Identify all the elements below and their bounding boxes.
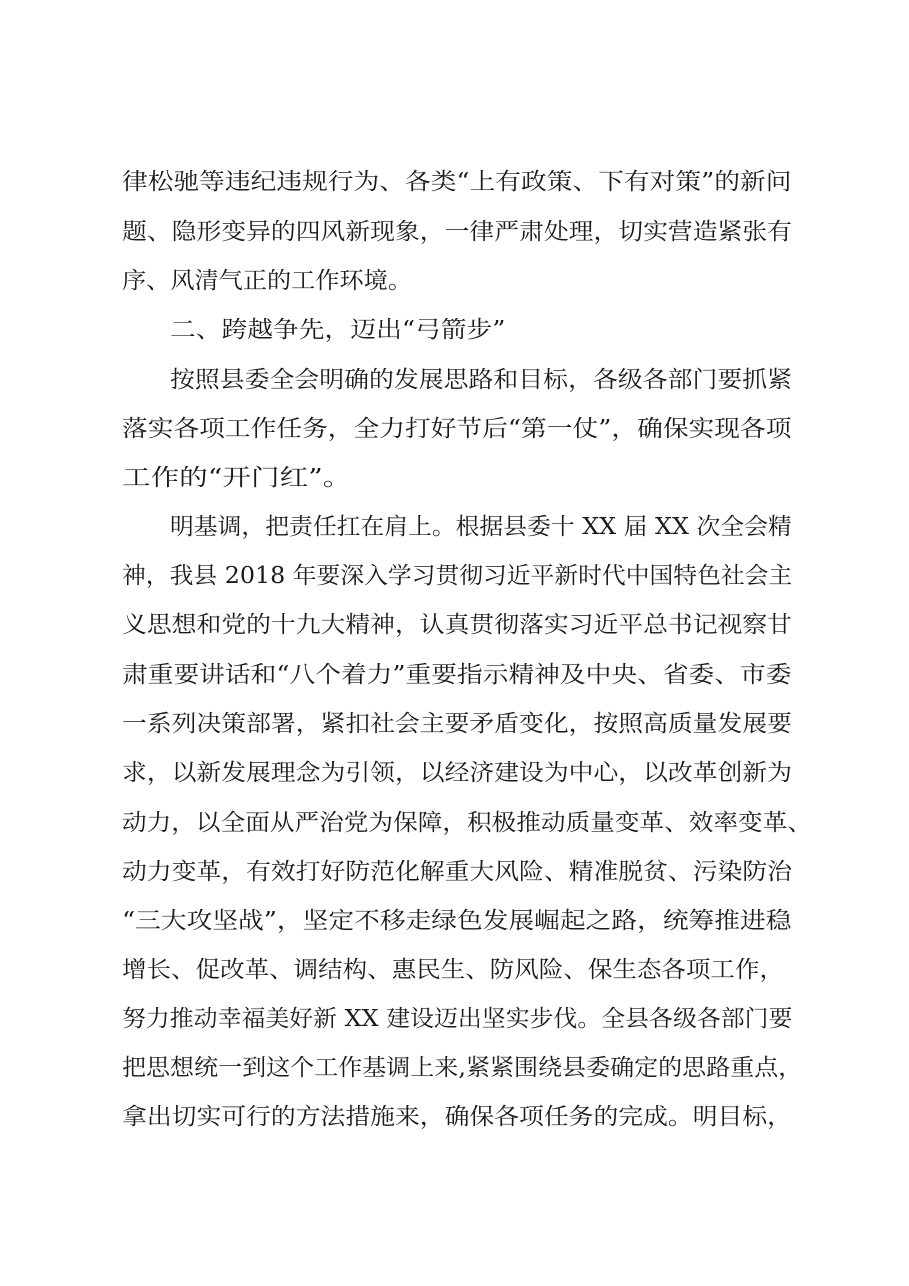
text-line-9: 神，我县 2018 年要深入学习贯彻习近平新时代中国特色社会主 bbox=[122, 563, 793, 589]
text-line-16: “三大攻坚战”，坚定不移走绿色发展崛起之路，统筹推进稳 bbox=[122, 908, 792, 934]
text-line-2: 题、隐形变异的四风新现象，一律严肃处理，切实营造紧张有 bbox=[122, 219, 792, 245]
text-line-11: 肃重要讲话和“八个着力”重要指示精神及中央、省委、市委 bbox=[122, 662, 792, 688]
text-line-18: 努力推动幸福美好新 XX 建设迈出坚实步伐。全县各级各部门要 bbox=[122, 1006, 793, 1032]
text-line-20: 拿出切实可行的方法措施来，确保各项任务的完成。明目标， bbox=[122, 1104, 792, 1130]
section-heading: 二、跨越争先，迈出“弓箭步” bbox=[170, 317, 506, 343]
text-line-13: 求，以新发展理念为引领，以经济建设为中心，以改革创新为 bbox=[122, 760, 792, 786]
text-line-14: 动力，以全面从严治党为保障，积极推动质量变革、效率变革、 bbox=[122, 810, 812, 836]
text-line-6: 落实各项工作任务，全力打好节后“第一仗”，确保实现各项 bbox=[122, 416, 792, 442]
text-line-12: 一系列决策部署，紧扣社会主要矛盾变化，按照高质量发展要 bbox=[122, 711, 792, 737]
text-line-17: 增长、促改革、调结构、惠民生、防风险、保生态各项工作， bbox=[122, 957, 784, 983]
text-line-19: 把思想统一到这个工作基调上来,紧紧围绕县委确定的思路重点， bbox=[122, 1055, 803, 1081]
text-line-1: 律松驰等违纪违规行为、各类“上有政策、下有对策”的新问 bbox=[122, 169, 792, 195]
text-line-15: 动力变革，有效打好防范化解重大风险、精准脱贫、污染防治 bbox=[122, 859, 792, 885]
text-line-5: 按照县委全会明确的发展思路和目标，各级各部门要抓紧 bbox=[170, 367, 792, 393]
text-line-8: 明基调，把责任扛在肩上。根据县委十 XX 届 XX 次全会精 bbox=[170, 514, 792, 540]
text-line-10: 义思想和党的十九大精神，认真贯彻落实习近平总书记视察甘 bbox=[122, 612, 792, 638]
text-line-7: 工作的“开门红”。 bbox=[122, 465, 352, 491]
text-line-3: 序、风清气正的工作环境。 bbox=[122, 268, 412, 294]
